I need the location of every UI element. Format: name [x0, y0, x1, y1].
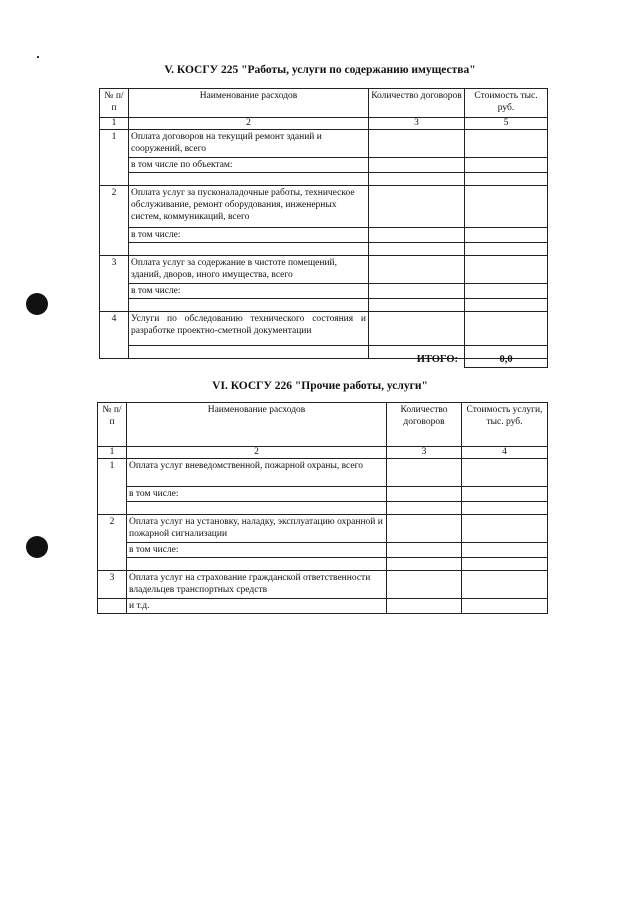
item-count-cell: [387, 515, 462, 543]
item-subtitle: в том числе:: [129, 228, 369, 243]
item-cost-cell: [465, 256, 548, 284]
item-cost-cell: [465, 312, 548, 346]
section5-title: V. КОСГУ 225 "Работы, услуги по содержанию имущества": [164, 64, 476, 76]
header-count: Количество договоров: [369, 89, 465, 118]
header-count: Количество договоров: [387, 403, 462, 447]
item-name: Оплата договоров на текущий ремонт зданий и сооружений, всего: [129, 130, 369, 158]
item-count-cell: [387, 571, 462, 599]
punch-hole-top: [26, 293, 48, 315]
header-num: № п/п: [100, 89, 129, 118]
section6-table: [97, 402, 548, 614]
section6-title: VI. КОСГУ 226 "Прочие работы, услуги": [212, 380, 428, 392]
header-name: Наименование расходов: [129, 89, 369, 118]
scan-speck: [37, 56, 39, 58]
item-count-cell: [369, 256, 465, 284]
punch-hole-bottom: [26, 536, 48, 558]
header-num: № п/п: [98, 403, 127, 447]
item-cost-cell: [462, 571, 548, 599]
item-num: 1: [98, 459, 127, 515]
item-name: Оплата услуг на страхование гражданской ответственности владельцев транспортных средств: [127, 571, 387, 599]
header-name: Наименование расходов: [127, 403, 387, 447]
item-num: 4: [100, 312, 129, 359]
item-num: 1: [100, 130, 129, 186]
item-name: Оплата услуг за содержание в чистоте помещений, зданий, дворов, иного имущества, всего: [129, 256, 369, 284]
item-name: Оплата услуг на установку, наладку, эксплуатацию охранной и пожарной сигнализации: [127, 515, 387, 543]
item-count-cell: [369, 186, 465, 228]
colnum-2: 2: [129, 118, 369, 130]
item-cost-cell: [462, 459, 548, 487]
item-subtitle: в том числе по объектам:: [129, 158, 369, 173]
last-row-label: и т.д.: [127, 599, 387, 614]
colnum-1: 1: [98, 447, 127, 459]
item-count-cell: [369, 130, 465, 158]
item-subtitle: в том числе:: [129, 284, 369, 299]
item-subtitle: в том числе:: [127, 487, 387, 502]
item-num: 3: [100, 256, 129, 312]
item-cost-cell: [465, 130, 548, 158]
total-value: 0,0: [464, 353, 548, 368]
item-num: 3: [98, 571, 127, 599]
colnum-1: 1: [100, 118, 129, 130]
item-cost-cell: [462, 515, 548, 543]
item-name: Услуги по обследованию технического состояния и разработке проектно-сметной документации: [129, 312, 369, 346]
item-subtitle: в том числе:: [127, 543, 387, 558]
item-name: Оплата услуг за пусконаладочные работы, техническое обслуживание, ремонт оборудования, инженерных систем, коммуникаций, всего: [129, 186, 369, 228]
colnum-4: 4: [462, 447, 548, 459]
item-count-cell: [387, 459, 462, 487]
item-name: Оплата услуг вневедомственной, пожарной охраны, всего: [127, 459, 387, 487]
total-label: ИТОГО:: [416, 354, 458, 365]
header-cost: Стоимость тыс. руб.: [465, 89, 548, 118]
colnum-4: 5: [465, 118, 548, 130]
item-count-cell: [369, 312, 465, 346]
colnum-3: 3: [387, 447, 462, 459]
item-cost-cell: [465, 186, 548, 228]
header-cost: Стоимость услуги, тыс. руб.: [462, 403, 548, 447]
colnum-3: 3: [369, 118, 465, 130]
item-num: 2: [98, 515, 127, 571]
colnum-2: 2: [127, 447, 387, 459]
item-num: 2: [100, 186, 129, 256]
section5-table: [99, 88, 548, 359]
